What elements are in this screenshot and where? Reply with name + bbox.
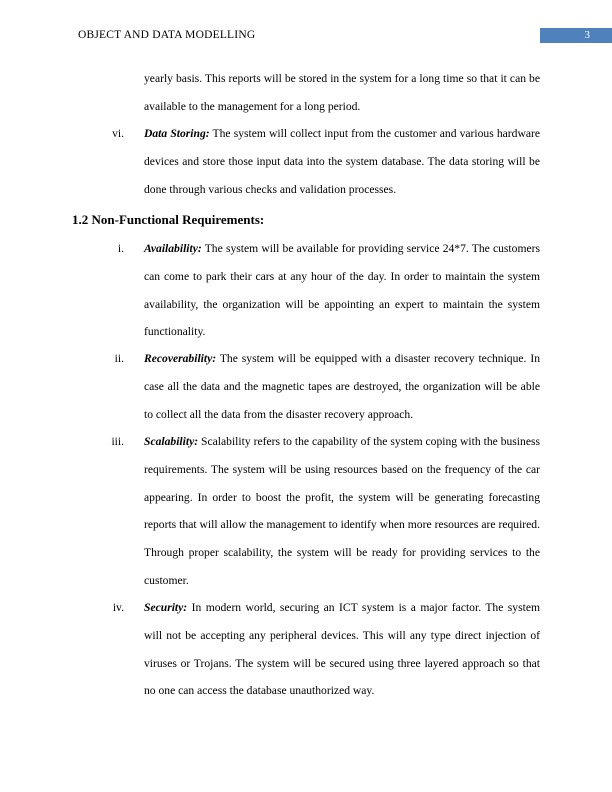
item-term: Data Storing: [144, 127, 210, 140]
item-term: Security: [144, 601, 188, 614]
item-term: Scalability: [144, 435, 199, 448]
running-header-title: OBJECT AND DATA MODELLING [78, 29, 256, 41]
page-number-bar [540, 28, 612, 43]
list-marker-i: i. [117, 242, 124, 255]
item-term: Availability: [144, 242, 202, 255]
scalability-item [144, 428, 540, 595]
availability-item [144, 235, 540, 346]
item-text: Scalability refers to the capability of the system coping with the business requirements. The system will be using resources based on the frequency of the car appearing. In order to boost the profit, the system will be generating forecasting reports that will allow the management to identify when more resources are required. Through proper scalability, the system will be ready for providing services to the customer. [144, 435, 540, 587]
item-text: In modern world, securing an ICT system is a major factor. The system will not be accepting any peripheral devices. This will any type direct injection of viruses or Trojans. The system will be secured using three layered approach so that no one can access the database unauthorized way. [144, 601, 540, 698]
list-marker-iv: iv. [112, 601, 124, 614]
section-heading: 1.2 Non-Functional Requirements: [72, 212, 265, 227]
recoverability-item [144, 345, 540, 428]
continuation-paragraph: yearly basis. This reports will be stored in the system for a long time so that it can be available to the management for a long period. [144, 72, 540, 113]
data-storing-item [144, 120, 540, 203]
list-marker-ii: ii. [114, 352, 124, 365]
page-number: 3 [584, 29, 590, 41]
item-text: The system will be available for providing service 24*7. The customers can come to park their cars at any hour of the day. In order to maintain the system availability, the organization will be appointing an expert to maintain the system functionality. [144, 242, 540, 339]
item-text: The system will be equipped with a disaster recovery technique. In case all the data and the magnetic tapes are destroyed, the organization will be able to collect all the data from the disaster recovery approach. [144, 352, 540, 421]
item-term: Recoverability: [144, 352, 217, 365]
security-item [144, 594, 540, 705]
list-marker-iii: iii. [111, 435, 124, 448]
list-marker-vi: vi. [112, 127, 124, 140]
item-text: The system will collect input from the customer and various hardware devices and store those input data into the system database. The data storing will be done through various checks and validation processes. [144, 127, 540, 196]
